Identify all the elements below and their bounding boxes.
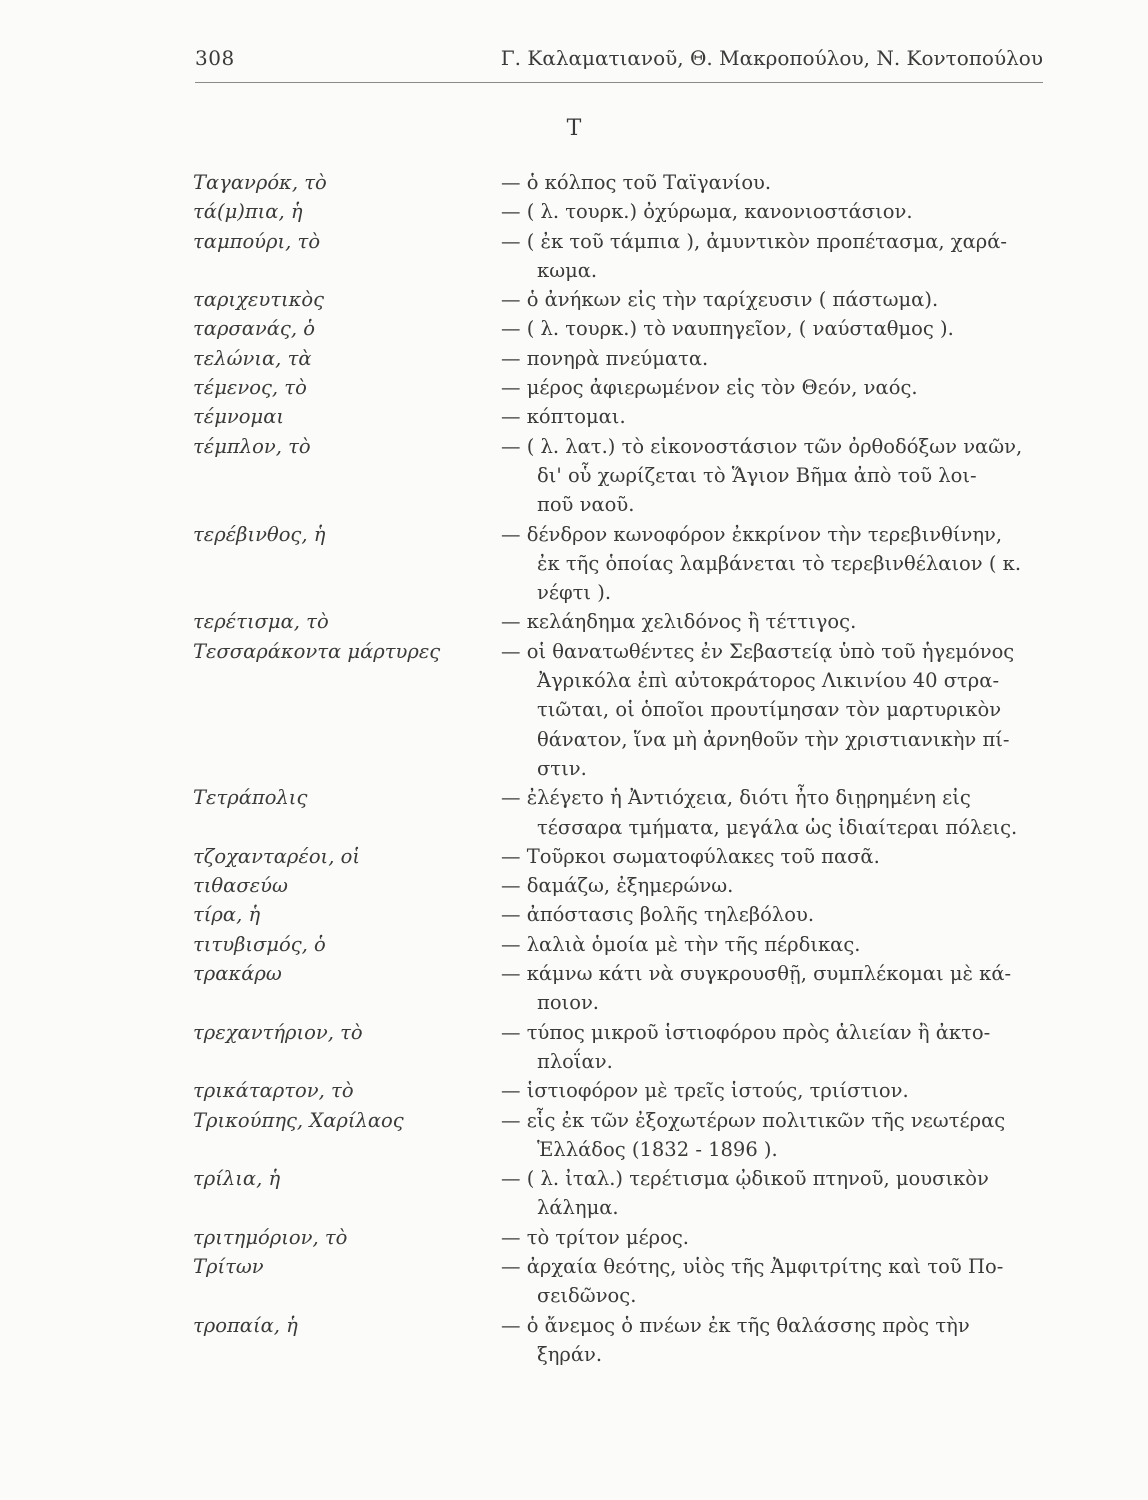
entry-definition (501, 402, 1048, 431)
definition-line: — Τοῦρκοι σωματοφύλακες τοῦ πασᾶ. (501, 844, 880, 868)
entry-definition (501, 871, 1048, 900)
definition-line: — τύπος μικροῦ ἱστιοφόρου πρὸς ἁλιείαν ἢ ἀκτο- (501, 1020, 991, 1044)
entry-definition (501, 285, 1048, 314)
definition-line: λάλημα. (537, 1196, 619, 1220)
definition-line: — πονηρὰ πνεύματα. (501, 346, 709, 370)
definition-line: — ἱστιοφόρον μὲ τρεῖς ἱστούς, τριίστιον. (501, 1079, 909, 1103)
entry-term: τζοχανταρέοι, οἱ (193, 844, 360, 868)
definition-line: — ( λ. τουρκ.) ὀχύρωμα, κανονιοστάσιον. (501, 200, 913, 224)
definition-line: — κελάηδημα χελιδόνος ἢ τέττιγος. (501, 610, 857, 634)
glossary-entry (193, 402, 1048, 431)
entry-term: τρακάρω (193, 962, 282, 986)
definition-line: στιν. (537, 756, 587, 780)
entry-definition (501, 344, 1048, 373)
definition-line: — δένδρον κωνοφόρον ἐκκρίνον τὴν τερεβινθίνην, (501, 522, 1003, 546)
definition-line: — ὁ κόλπος τοῦ Ταϊγανίου. (501, 171, 772, 194)
entry-term: Τρίτων (193, 1254, 264, 1278)
entry-definition (501, 168, 1048, 197)
glossary-entry (193, 1076, 1048, 1105)
definition-line: — ( λ. τουρκ.) τὸ ναυπηγεῖον, ( ναύσταθμος ). (501, 317, 954, 341)
glossary-entry (193, 197, 1048, 226)
definition-line: — ( λ. λατ.) τὸ εἰκονοστάσιον τῶν ὀρθοδόξων ναῶν, (501, 434, 1023, 458)
glossary-entries (193, 168, 1048, 1369)
entry-definition (501, 1106, 1048, 1165)
entry-term: Τεσσαράκοντα μάρτυρες (193, 639, 441, 663)
entry-term: τά(μ)πια, ἡ (193, 200, 303, 224)
entry-term: τροπαία, ἡ (193, 1313, 298, 1337)
entry-term: τιθασεύω (193, 874, 288, 898)
entry-definition (501, 227, 1048, 286)
glossary-entry (193, 637, 1048, 783)
definition-line: — οἱ θανατωθέντες ἐν Σεβαστείᾳ ὑπὸ τοῦ ἡγεμόνος (501, 639, 1015, 663)
entry-term: τρικάταρτον, τὸ (193, 1079, 354, 1103)
definition-line: Ἀγρικόλα ἐπὶ αὐτοκράτορος Λικινίου 40 στρα- (537, 669, 1000, 693)
entry-term: τρίλια, ἡ (193, 1167, 281, 1191)
glossary-entry (193, 227, 1048, 286)
glossary-entry (193, 900, 1048, 929)
entry-definition (501, 637, 1048, 783)
definition-line: τιῶται, οἱ ὁποῖοι προυτίμησαν τὸν μαρτυρικὸν (537, 698, 1002, 722)
entry-definition (501, 1223, 1048, 1252)
entry-definition (501, 197, 1048, 226)
glossary-entry (193, 1018, 1048, 1077)
definition-line: — ὁ ἄνεμος ὁ πνέων ἐκ τῆς θαλάσσης πρὸς τὴν (501, 1313, 970, 1337)
glossary-entry (193, 520, 1048, 608)
definition-line: — ἀπόστασις βολῆς τηλεβόλου. (501, 903, 815, 927)
glossary-entry (193, 1223, 1048, 1252)
definition-line: — ἐλέγετο ἡ Ἀντιόχεια, διότι ἦτο διῃρημένη εἰς (501, 786, 971, 810)
entry-definition (501, 1164, 1048, 1223)
entry-definition (501, 1311, 1048, 1370)
glossary-entry (193, 373, 1048, 402)
entry-term: ταρσανάς, ὁ (193, 317, 315, 341)
entry-term: τέμνομαι (193, 405, 285, 429)
glossary-entry (193, 842, 1048, 871)
glossary-entry (193, 1252, 1048, 1311)
glossary-entry (193, 607, 1048, 636)
definition-line: — λαλιὰ ὁμοία μὲ τὴν τῆς πέρδικας. (501, 932, 861, 956)
definition-line: — ἀρχαία θεότης, υἱὸς τῆς Ἀμφιτρίτης καὶ τοῦ Πο- (501, 1254, 1004, 1278)
entry-definition (501, 314, 1048, 343)
entry-term: Τετράπολις (193, 786, 308, 810)
entry-term: τιτυβισμός, ὁ (193, 932, 326, 956)
entry-term: τερέτισμα, τὸ (193, 610, 329, 634)
entry-definition (501, 959, 1048, 1018)
entry-term: τρεχαντήριον, τὸ (193, 1020, 363, 1044)
glossary-entry (193, 285, 1048, 314)
glossary-entry (193, 314, 1048, 343)
glossary-entry (193, 344, 1048, 373)
page-number: 308 (195, 46, 235, 70)
definition-line: σειδῶνος. (537, 1284, 637, 1308)
definition-line: ξηράν. (537, 1342, 603, 1366)
definition-line: — τὸ τρίτον μέρος. (501, 1225, 690, 1249)
entry-definition (501, 373, 1048, 402)
definition-line: θάνατον, ἵνα μὴ ἀρνηθοῦν τὴν χριστιανικὴν πί- (537, 727, 1010, 751)
definition-line: — εἷς ἐκ τῶν ἐξοχωτέρων πολιτικῶν τῆς νεωτέρας (501, 1108, 1006, 1132)
glossary-entry (193, 930, 1048, 959)
entry-term: ταριχευτικὸς (193, 288, 325, 312)
glossary-entry (193, 432, 1048, 520)
entry-term: τέμπλον, τὸ (193, 434, 311, 458)
entry-definition (501, 930, 1048, 959)
definition-line: — δαμάζω, ἐξημερώνω. (501, 874, 734, 898)
entry-term: Τρικούπης, Χαρίλαος (193, 1108, 404, 1132)
entry-term: τελώνια, τὰ (193, 346, 312, 370)
definition-line: νέφτι ). (537, 581, 612, 605)
glossary-entry (193, 1311, 1048, 1370)
definition-line: — ( ἐκ τοῦ τάμπια ), ἀμυντικὸν προπέτασμα, χαρά- (501, 229, 1008, 253)
entry-term: τριτημόριον, τὸ (193, 1225, 348, 1249)
glossary-entry (193, 959, 1048, 1018)
definition-line: πλοΐαν. (537, 1049, 613, 1073)
glossary-entry (193, 783, 1048, 842)
section-letter: Τ (566, 116, 582, 141)
definition-line: — ὁ ἀνήκων εἰς τὴν ταρίχευσιν ( πάστωμα). (501, 288, 939, 312)
entry-definition (501, 607, 1048, 636)
definition-line: — ( λ. ἰταλ.) τερέτισμα ᾠδικοῦ πτηνοῦ, μουσικὸν (501, 1167, 989, 1191)
glossary-entry (193, 1164, 1048, 1223)
entry-definition (501, 520, 1048, 608)
definition-line: ποῦ ναοῦ. (537, 493, 635, 517)
definition-line: κωμα. (537, 258, 598, 282)
definition-line: Ἑλλάδος (1832 - 1896 ). (537, 1137, 778, 1161)
entry-term: Ταγανρόκ, τὸ (193, 171, 327, 194)
entry-definition (501, 1018, 1048, 1077)
entry-definition (501, 1076, 1048, 1105)
definition-line: — κόπτομαι. (501, 405, 626, 429)
entry-definition (501, 842, 1048, 871)
glossary-entry (193, 871, 1048, 900)
entry-definition (501, 783, 1048, 842)
definition-line: — κάμνω κάτι νὰ συγκρουσθῇ, συμπλέκομαι μὲ κά- (501, 962, 1012, 986)
glossary-entry (193, 1106, 1048, 1165)
definition-line: — μέρος ἀφιερωμένον εἰς τὸν Θεόν, ναός. (501, 376, 918, 400)
entry-term: ταμπούρι, τὸ (193, 229, 321, 253)
entry-definition (501, 432, 1048, 520)
entry-definition (501, 900, 1048, 929)
entry-term: τερέβινθος, ἡ (193, 522, 326, 546)
entry-definition (501, 1252, 1048, 1311)
page-header (195, 42, 1043, 83)
definition-line: ποιον. (537, 991, 599, 1015)
definition-line: ἐκ τῆς ὁποίας λαμβάνεται τὸ τερεβινθέλαιον ( κ. (537, 551, 1022, 575)
running-title: Γ. Καλαματιανοῦ, Θ. Μακροπούλου, Ν. Κοντοπούλου (500, 46, 1043, 70)
entry-term: τίρα, ἡ (193, 903, 261, 927)
glossary-entry (193, 168, 1048, 197)
definition-line: δι' οὗ χωρίζεται τὸ Ἅγιον Βῆμα ἀπὸ τοῦ λοι- (537, 463, 977, 487)
entry-term: τέμενος, τὸ (193, 376, 307, 400)
definition-line: τέσσαρα τμήματα, μεγάλα ὡς ἰδιαίτεραι πόλεις. (537, 815, 1018, 839)
